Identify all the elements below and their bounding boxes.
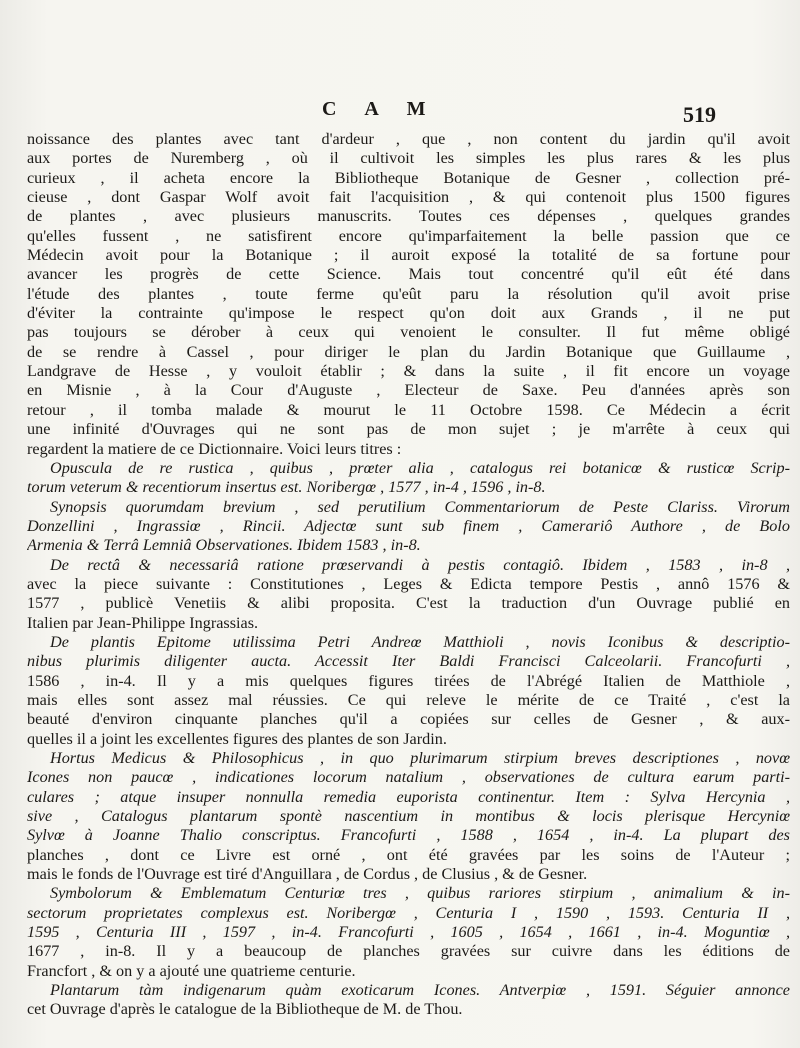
text-line: de plantes , avec plusieurs manuscrits. Toutes ces dépenses , quelques grandes	[27, 207, 790, 226]
page-number: 519	[683, 102, 716, 127]
text-line: qu'elles fussent , ne satisfirent encore qu'imparfaitement la belle passion que ce	[27, 226, 790, 245]
text-line: avancer les progrès de cette Science. Mais tout concentré qu'il eût été dans	[27, 265, 790, 284]
text-line: Sylvœ à Joanne Thalio conscriptus. Francofurti , 1588 , 1654 , in-4. La plupart des	[27, 826, 790, 845]
text-line: 1586 , in-4. Il y a mis quelques figures tirées de l'Abrégé Italien de Matthiole ,	[27, 671, 790, 690]
text-line: Landgrave de Hesse , y vouloit établir ; & dans la suite , il fit encore un voyage	[27, 362, 790, 381]
text-line: 1595 , Centuria III , 1597 , in-4. Francofurti , 1605 , 1654 , 1661 , in-4. Moguntiœ ,	[27, 923, 790, 942]
text-line: Francfort , & on y a ajouté une quatrieme centurie.	[27, 961, 356, 980]
text-line: pas toujours se dérober à ceux qui venoient le consulter. Il fut même obligé	[27, 323, 790, 342]
text-line: nibus plurimis diligenter aucta. Accessit Iter Baldi Francisci Calceolarii. Francofurti ,	[27, 652, 790, 671]
text-line: De rectâ & necessariâ ratione prœservandi à pestis contagiô. Ibidem , 1583 , in-8 ,	[50, 555, 790, 574]
text-line: aux portes de Nuremberg , où il cultivoit les simples les plus rares & les plus	[27, 149, 790, 168]
text-line: torum veterum & recentiorum insertus est. Noribergœ , 1577 , in-4 , 1596 , in-8.	[27, 478, 546, 497]
text-line: cet Ouvrage d'après le catalogue de la Bibliotheque de M. de Thou.	[27, 1000, 463, 1019]
text-line: avec la piece suivante : Constitutiones , Leges & Edicta tempore Pestis , annô 1576 &	[27, 574, 790, 593]
text-line: curieux , il acheta encore la Bibliotheque Botanique de Gesner , collection pré-	[27, 168, 790, 187]
text-line: beauté d'environ cinquante planches qu'il a copiées sur celles de Gesner , & aux-	[27, 710, 790, 729]
text-line: Plantarum tàm indigenarum quàm exoticarum Icones. Antverpiœ , 1591. Séguier annonce	[50, 981, 790, 1000]
text-line: mais le fonds de l'Ouvrage est tiré d'Anguillara , de Cordus , de Clusius , & de Gesner.	[27, 865, 588, 884]
text-line: Médecin avoit pour la Botanique ; il auroit exposé la totalité de sa fortune pour	[27, 246, 790, 265]
text-line: une infinité d'Ouvrages qui ne sont pas de mon sujet ; je m'arrête à ceux qui	[27, 420, 790, 439]
text-line: sive , Catalogus plantarum spontè nascentium in montibus & locis plerisque Hercyniœ	[27, 807, 790, 826]
text-line: culares ; atque insuper nonnulla remedia euporista continentur. Item : Sylva Hercynia ,	[27, 787, 790, 806]
text-line: mais elles sont assez mal réussies. Ce qui releve le mérite de ce Traité , c'est la	[27, 690, 790, 709]
text-line: Symbolorum & Emblematum Centuriœ tres , quibus rariores stirpium , animalium & in-	[50, 884, 790, 903]
text-line: en Misnie , à la Cour d'Auguste , Electeur de Saxe. Peu d'années après son	[27, 381, 790, 400]
text-line: Hortus Medicus & Philosophicus , in quo plurimarum stirpium breves descriptiones , novœ	[50, 749, 790, 767]
text-line: Italien par Jean-Philippe Ingrassias.	[27, 613, 259, 632]
text-line: Icones non paucœ , indicationes locorum natalium , observationes de cultura earum parti-	[27, 768, 790, 787]
text-line: quelles il a joint les excellentes figures des plantes de son Jardin.	[27, 729, 447, 748]
text-line: Donzellini , Ingrassiœ , Rincii. Adjectœ sunt sub finem , Camerariô Authore , de Bolo	[27, 516, 790, 535]
running-head	[0, 98, 800, 126]
text-line: Opuscula de re rustica , quibus , prœter alia , catalogus rei botanicœ & rusticœ Scrip-	[50, 458, 790, 477]
text-line: retour , il tomba malade & mourut le 11 Octobre 1598. Ce Médecin a écrit	[27, 400, 790, 419]
text-line: planches , dont ce Livre est orné , ont été gravées par les soins de l'Auteur ;	[27, 845, 790, 864]
text-line: sectorum proprietates complexus est. Noribergœ , Centuria I , 1590 , 1593. Centuria II ,	[27, 903, 790, 922]
text-line: cieuse , dont Gaspar Wolf avoit fait l'acquisition , & qui contenoit plus 1500 figures	[27, 188, 790, 207]
text-line: Armenia & Terrâ Lemniâ Observationes. Ibidem 1583 , in-8.	[27, 536, 421, 555]
text-line: noissance des plantes avec tant d'ardeur , que , non content du jardin qu'il avoit	[27, 130, 790, 148]
text-line: d'éviter la contrainte qu'impose le respect qu'on doit aux Grands , il ne put	[27, 304, 790, 323]
text-line: regardent la matiere de ce Dictionnaire. Voici leurs titres :	[27, 439, 402, 458]
text-line: 1577 , publicè Venetiis & alibi proposita. C'est la traduction d'un Ouvrage publié en	[27, 594, 790, 613]
text-line: de se rendre à Cassel , pour diriger le plan du Jardin Botanique que Guillaume ,	[27, 342, 790, 361]
running-head-title: C A M	[322, 98, 438, 120]
text-line: 1677 , in-8. Il y a beaucoup de planches gravées sur cuivre dans les éditions de	[27, 942, 790, 961]
body-text	[27, 130, 790, 1020]
text-line: De plantis Epitome utilissima Petri Andreœ Matthioli , novis Iconibus & descriptio-	[50, 632, 790, 651]
text-line: Synopsis quorumdam brevium , sed perutilium Commentariorum de Peste Clariss. Virorum	[50, 497, 790, 516]
text-line: l'étude des plantes , toute ferme qu'eût paru la résolution qu'il avoit prise	[27, 284, 790, 303]
